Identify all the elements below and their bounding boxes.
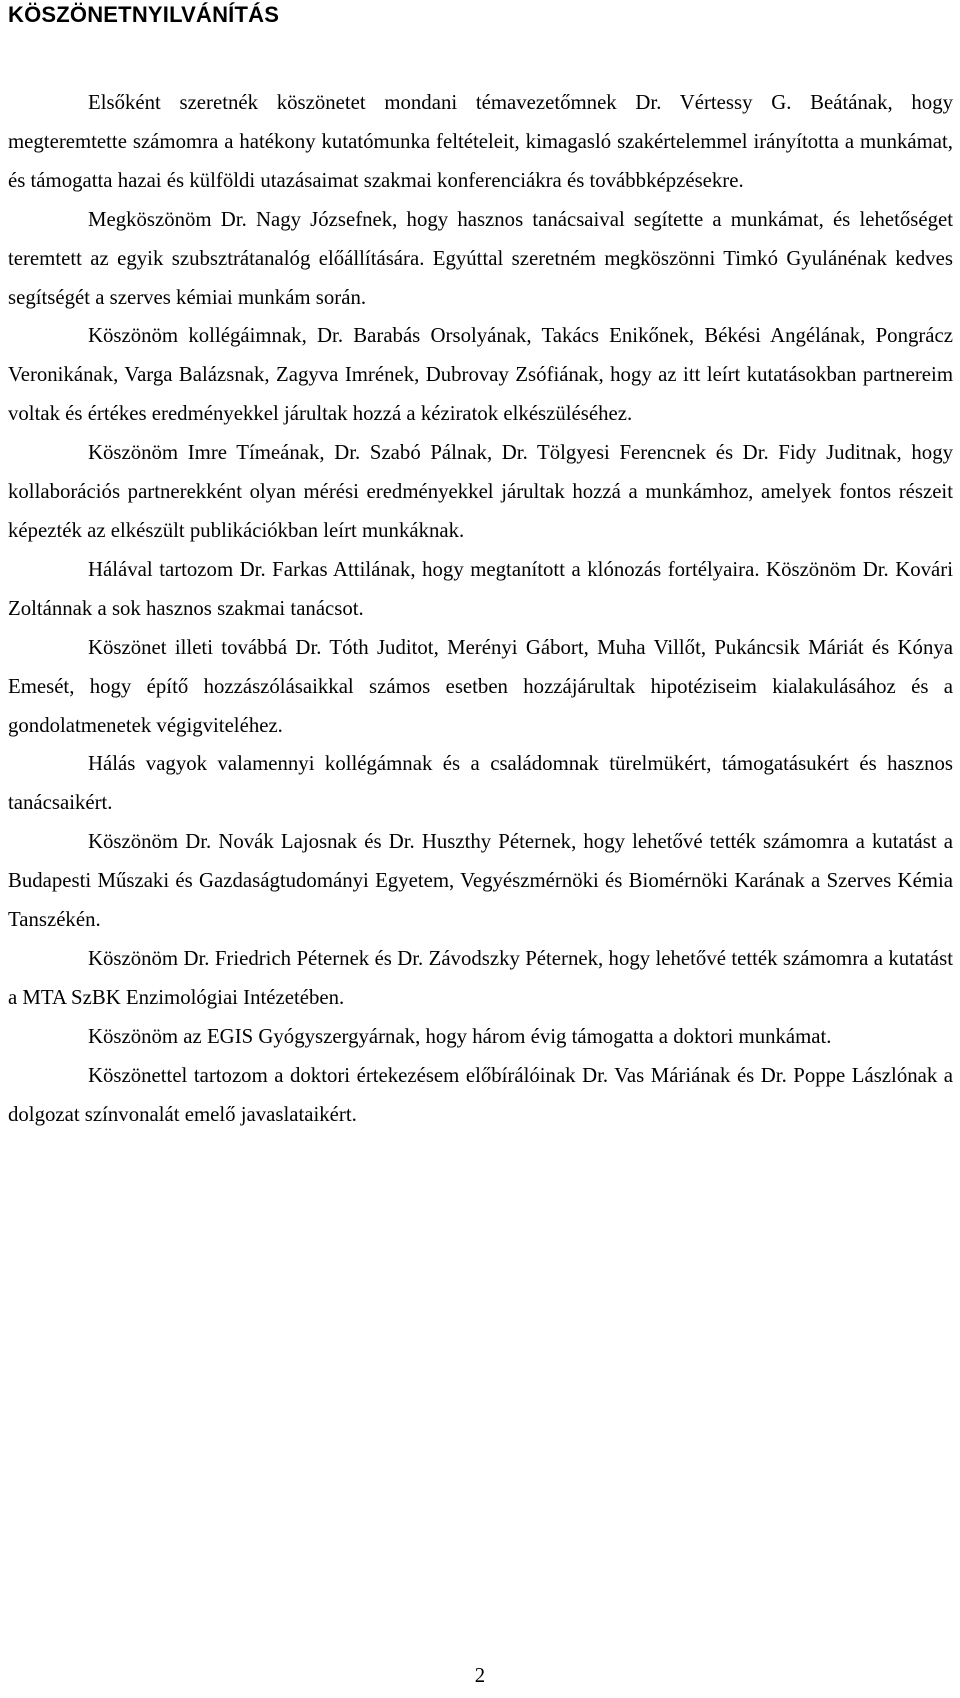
acknowledgements-body	[8, 84, 953, 1134]
paragraph-collaborators: Köszönöm Imre Tímeának, Dr. Szabó Pálnak, Dr. Tölgyesi Ferencnek és Dr. Fidy Juditnak, hogy kollaborációs partnerekként olyan mérési eredményekkel járultak hozzá a munkámhoz, amelyek fontos részeit képezték az elkészült publikációkban leírt munkáknak.	[8, 441, 953, 542]
page-number: 2	[474, 1664, 486, 1687]
paragraph-farkas: Hálával tartozom Dr. Farkas Attilának, hogy megtanított a klónozás fortélyaira. Köszönöm Dr. Kovári Zoltánnak a sok hasznos szakmai tanácsot.	[8, 557, 953, 620]
paragraph-egis: Köszönöm az EGIS Gyógyszergyárnak, hogy három évig támogatta a doktori munkámat.	[88, 1024, 832, 1048]
paragraph-reviewers: Köszönettel tartozom a doktori értekezésem előbírálóinak Dr. Vas Máriának és Dr. Poppe Lászlónak a dolgozat színvonalát emelő javaslataikért.	[8, 1063, 953, 1126]
paragraph-szbk: Köszönöm Dr. Friedrich Péternek és Dr. Závodszky Péternek, hogy lehetővé tették számomra a kutatást a MTA SzBK Enzimológiai Intézetében.	[8, 946, 953, 1009]
paragraph-supervisor: Elsőként szeretnék köszönetet mondani témavezetőmnek Dr. Vértessy G. Beátának, hogy megteremtette számomra a hatékony kutatómunka feltételeit, kimagasló szakértelemmel irányította a munkámat, és támogatta hazai és külföldi utazásaimat szakmai konferenciákra és továbbképzésekre.	[8, 91, 953, 192]
paragraph-colleagues: Köszönöm kollégáimnak, Dr. Barabás Orsolyának, Takács Enikőnek, Békési Angélának, Pongrácz Veronikának, Varga Balázsnak, Zagyva Imrének, Dubrovay Zsófiának, hogy az itt leírt kutatásokban partnereim voltak és értékes eredményekkel járultak hozzá a kéziratok elkészüléséhez.	[8, 324, 953, 426]
page-title: KÖSZÖNETNYILVÁNÍTÁS	[8, 2, 280, 27]
paragraph-bme: Köszönöm Dr. Novák Lajosnak és Dr. Huszthy Péternek, hogy lehetővé tették számomra a kutatást a Budapesti Műszaki és Gazdaságtudományi Egyetem, Vegyészmérnöki és Biomérnöki Karának a Szerves Kémia Tanszékén.	[8, 830, 953, 932]
paragraph-discussions: Köszönet illeti továbbá Dr. Tóth Juditot, Merényi Gábort, Muha Villőt, Pukáncsik Máriát és Kónya Emesét, hogy építő hozzászólásaikkal számos esetben hozzájárultak hipotéziseim kialakulásához és a gondolatmenetek végigviteléhez.	[8, 635, 953, 737]
paragraph-family: Hálás vagyok valamennyi kollégámnak és a családomnak türelmükért, támogatásukért és hasznos tanácsaikért.	[8, 752, 953, 815]
paragraph-nagy: Megköszönöm Dr. Nagy Józsefnek, hogy hasznos tanácsaival segítette a munkámat, és lehetőséget teremtett az egyik szubsztrátanalóg előállítására. Egyúttal szeretném megköszönni Timkó Gyulánénak kedves segítségét a szerves kémiai munkám során.	[8, 207, 953, 309]
